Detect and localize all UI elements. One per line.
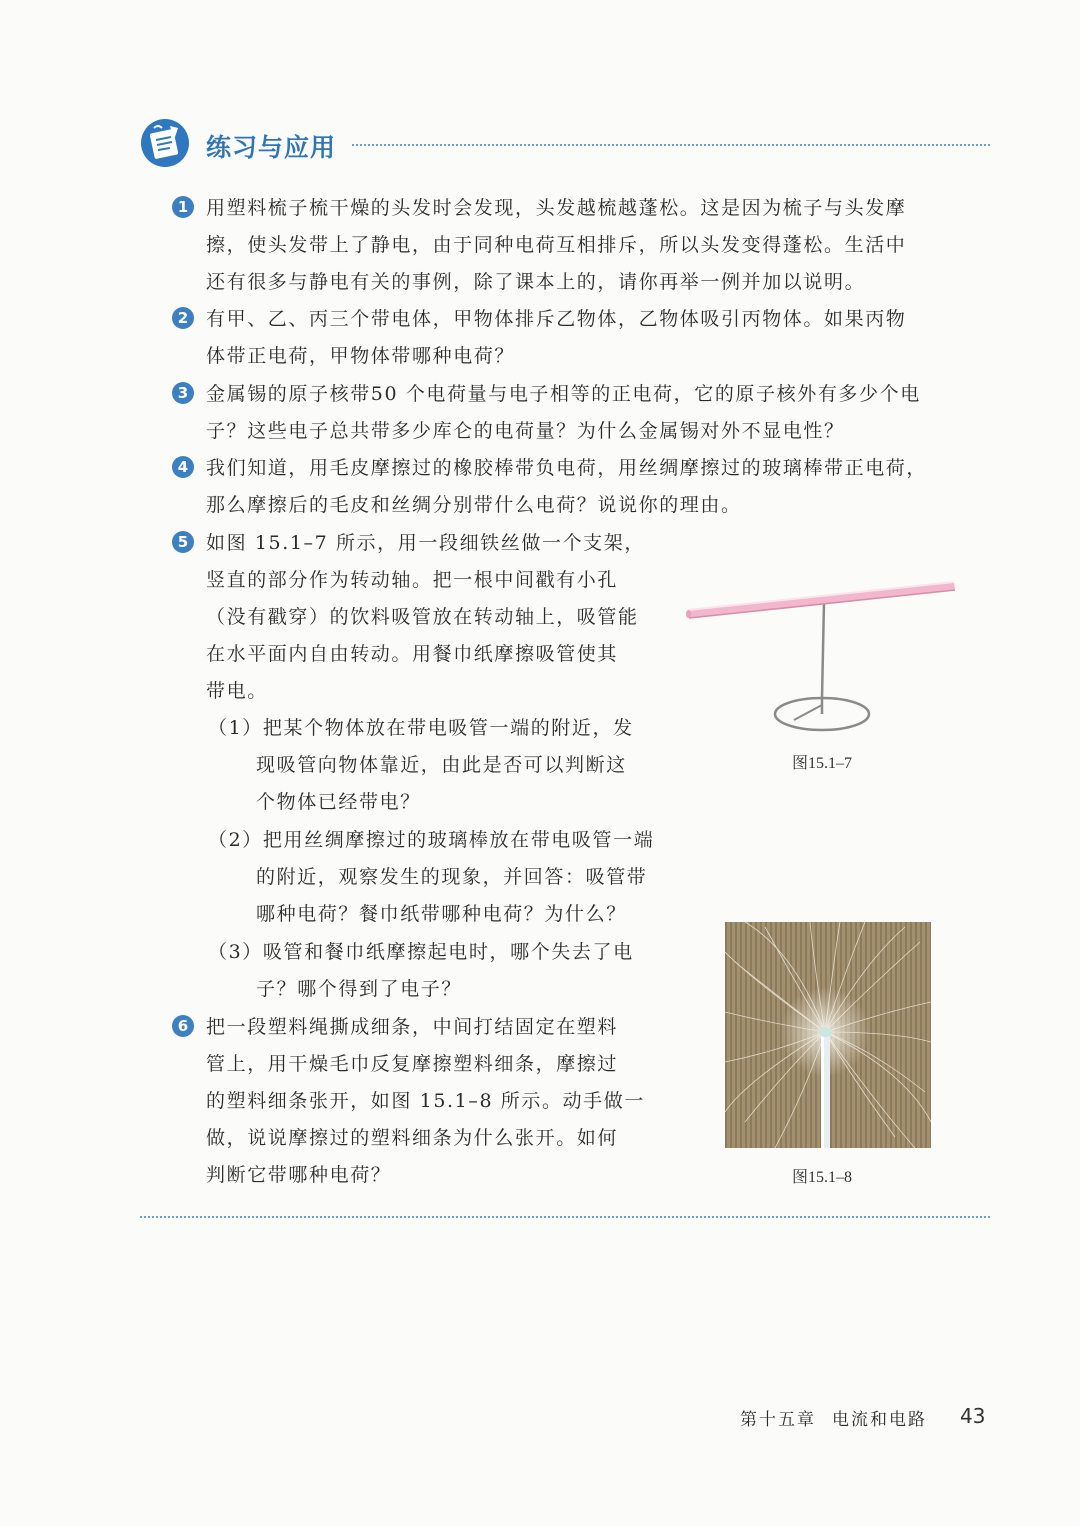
- figure-straw-stand: [684, 570, 960, 738]
- question-text-line: 在水平面内自由转动。用餐巾纸摩擦吸管使其: [206, 643, 619, 665]
- question-text-line: 擦，使头发带上了静电，由于同种电荷互相排斥，所以头发变得蓬松。生活中: [206, 234, 907, 256]
- question-text-line: （没有戳穿）的饮料吸管放在转动轴上，吸管能: [206, 606, 639, 628]
- notebook-pen-icon: [140, 118, 190, 168]
- subquestion-text-line: 现吸管向物体靠近，由此是否可以判断这: [256, 754, 627, 776]
- footer-divider: [140, 1216, 990, 1218]
- subquestion-text-line: 哪种电荷？餐巾纸带哪种电荷？为什么？: [256, 903, 627, 925]
- section-title: 练习与应用: [206, 133, 337, 162]
- subquestion-text-line: （2）把用丝绸摩擦过的玻璃棒放在带电吸管一端: [208, 829, 655, 851]
- subquestion-text-line: （3）吸管和餐巾纸摩擦起电时，哪个失去了电: [208, 941, 634, 963]
- page-footer: [740, 1405, 927, 1430]
- question-text-line: 做，说说摩擦过的塑料细条为什么张开。如何: [206, 1127, 619, 1149]
- question-text-line: 还有很多与静电有关的事例，除了课本上的，请你再举一例并加以说明。: [206, 271, 866, 293]
- question-number-badge: 3: [172, 382, 194, 404]
- footer-chapter-title: 电流和电路: [832, 1410, 927, 1430]
- question-text-line: 用塑料梳子梳干燥的头发时会发现，头发越梳越蓬松。这是因为梳子与头发摩: [206, 197, 907, 219]
- question-text-line: 带电。: [206, 680, 268, 702]
- question-number-badge: 5: [172, 531, 194, 553]
- figure-plastic-strips-photo: [725, 922, 931, 1148]
- section-header: [140, 118, 992, 172]
- question-text-line: 管上，用干燥毛巾反复摩擦塑料细条，摩擦过: [206, 1053, 619, 1075]
- subquestion-text-line: 个物体已经带电？: [256, 791, 421, 813]
- question-text-line: 判断它带哪种电荷？: [206, 1164, 392, 1186]
- subquestion-text-line: （1）把某个物体放在带电吸管一端的附近，发: [208, 717, 634, 739]
- question-number-badge: 1: [172, 196, 194, 218]
- question-text-line: 我们知道，用毛皮摩擦过的橡胶棒带负电荷，用丝绸摩擦过的玻璃棒带正电荷，: [206, 457, 928, 479]
- question-text-line: 把一段塑料绳撕成细条，中间打结固定在塑料: [206, 1016, 619, 1038]
- footer-chapter: 第十五章: [740, 1410, 816, 1430]
- subquestion-text-line: 的附近，观察发生的现象，并回答：吸管带: [256, 866, 648, 888]
- question-number-badge: 2: [172, 307, 194, 329]
- subquestion-text-line: 子？哪个得到了电子？: [256, 978, 463, 1000]
- question-number-badge: 4: [172, 456, 194, 478]
- question-text-line: 那么摩擦后的毛皮和丝绸分别带什么电荷？说说你的理由。: [206, 494, 742, 516]
- figure-caption: 图15.1–7: [792, 755, 853, 772]
- question-text-line: 竖直的部分作为转动轴。把一根中间戳有小孔: [206, 569, 619, 591]
- header-divider: [352, 144, 990, 146]
- question-text-line: 体带正电荷，甲物体带哪种电荷？: [206, 345, 516, 367]
- question-text-line: 子？这些电子总共带多少库仑的电荷量？为什么金属锡对外不显电性？: [206, 420, 845, 442]
- figure-caption: 图15.1–8: [792, 1169, 853, 1186]
- question-text-line: 如图 15.1–7 所示，用一段细铁丝做一个支架，: [206, 532, 645, 554]
- question-text-line: 的塑料细条张开，如图 15.1–8 所示。动手做一: [206, 1090, 645, 1112]
- question-text-line: 金属锡的原子核带50 个电荷量与电子相等的正电荷，它的原子核外有多少个电: [206, 383, 921, 405]
- question-number-badge: 6: [172, 1015, 194, 1037]
- page-number: 43: [960, 1404, 986, 1428]
- question-text-line: 有甲、乙、丙三个带电体，甲物体排斥乙物体，乙物体吸引丙物体。如果丙物: [206, 308, 907, 330]
